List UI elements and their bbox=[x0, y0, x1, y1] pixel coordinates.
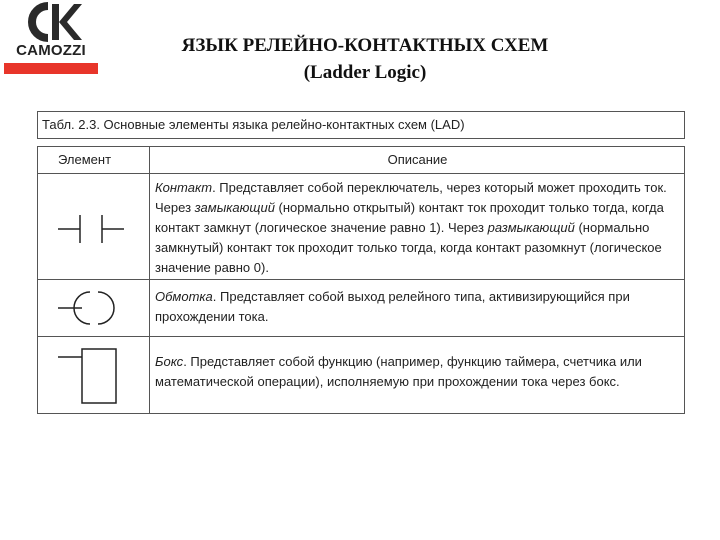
header-description: Описание bbox=[387, 152, 448, 167]
row-divider bbox=[38, 279, 684, 280]
row-divider bbox=[38, 173, 684, 174]
term-contact: Контакт bbox=[155, 180, 213, 195]
description-coil: Обмотка. Представляет собой выход релейного типа, активизирующийся при прохождении тока. bbox=[155, 289, 630, 324]
term-normally-open: замыкающий bbox=[194, 200, 275, 215]
header-element: Элемент bbox=[58, 152, 112, 167]
page-title bbox=[130, 32, 600, 86]
description-contact: Контакт. Представляет собой переключатель, через который может проходить ток. Через замыкающий (нормально открытый) контакт ток проходит только тогда, когда контакт замкнут (логическое значение равно 1). Через размыкающий (нормально замкнутый) контакт ток проходит только тогда, когда контакт разомкнут (логическое значение равно 0). bbox=[155, 180, 667, 275]
coil-symbol-icon bbox=[50, 288, 130, 328]
row-divider bbox=[38, 336, 684, 337]
camozzi-logo bbox=[4, 2, 98, 74]
elements-table bbox=[37, 146, 685, 414]
description-box: Бокс. Представляет собой функцию (например, функцию таймера, счетчика или математической операции), исполняемую при прохождении тока через бокс. bbox=[155, 354, 642, 389]
box-symbol-icon bbox=[50, 345, 130, 407]
title-line-1: ЯЗЫК РЕЛЕЙНО-КОНТАКТНЫХ СХЕМ bbox=[181, 35, 549, 56]
logo-brand-name: CAMOZZI bbox=[16, 42, 86, 59]
contact-symbol-icon bbox=[50, 209, 130, 249]
logo-accent-bar bbox=[4, 63, 98, 74]
term-box: Бокс bbox=[155, 354, 184, 369]
column-divider bbox=[149, 147, 150, 413]
table-caption: Табл. 2.3. Основные элементы языка релейно-контактных схем (LAD) bbox=[37, 111, 685, 139]
camozzi-ck-logo-icon bbox=[22, 2, 82, 42]
title-line-2: (Ladder Logic) bbox=[303, 62, 427, 83]
term-coil: Обмотка bbox=[155, 289, 213, 304]
term-normally-closed: размыкающий bbox=[487, 220, 575, 235]
